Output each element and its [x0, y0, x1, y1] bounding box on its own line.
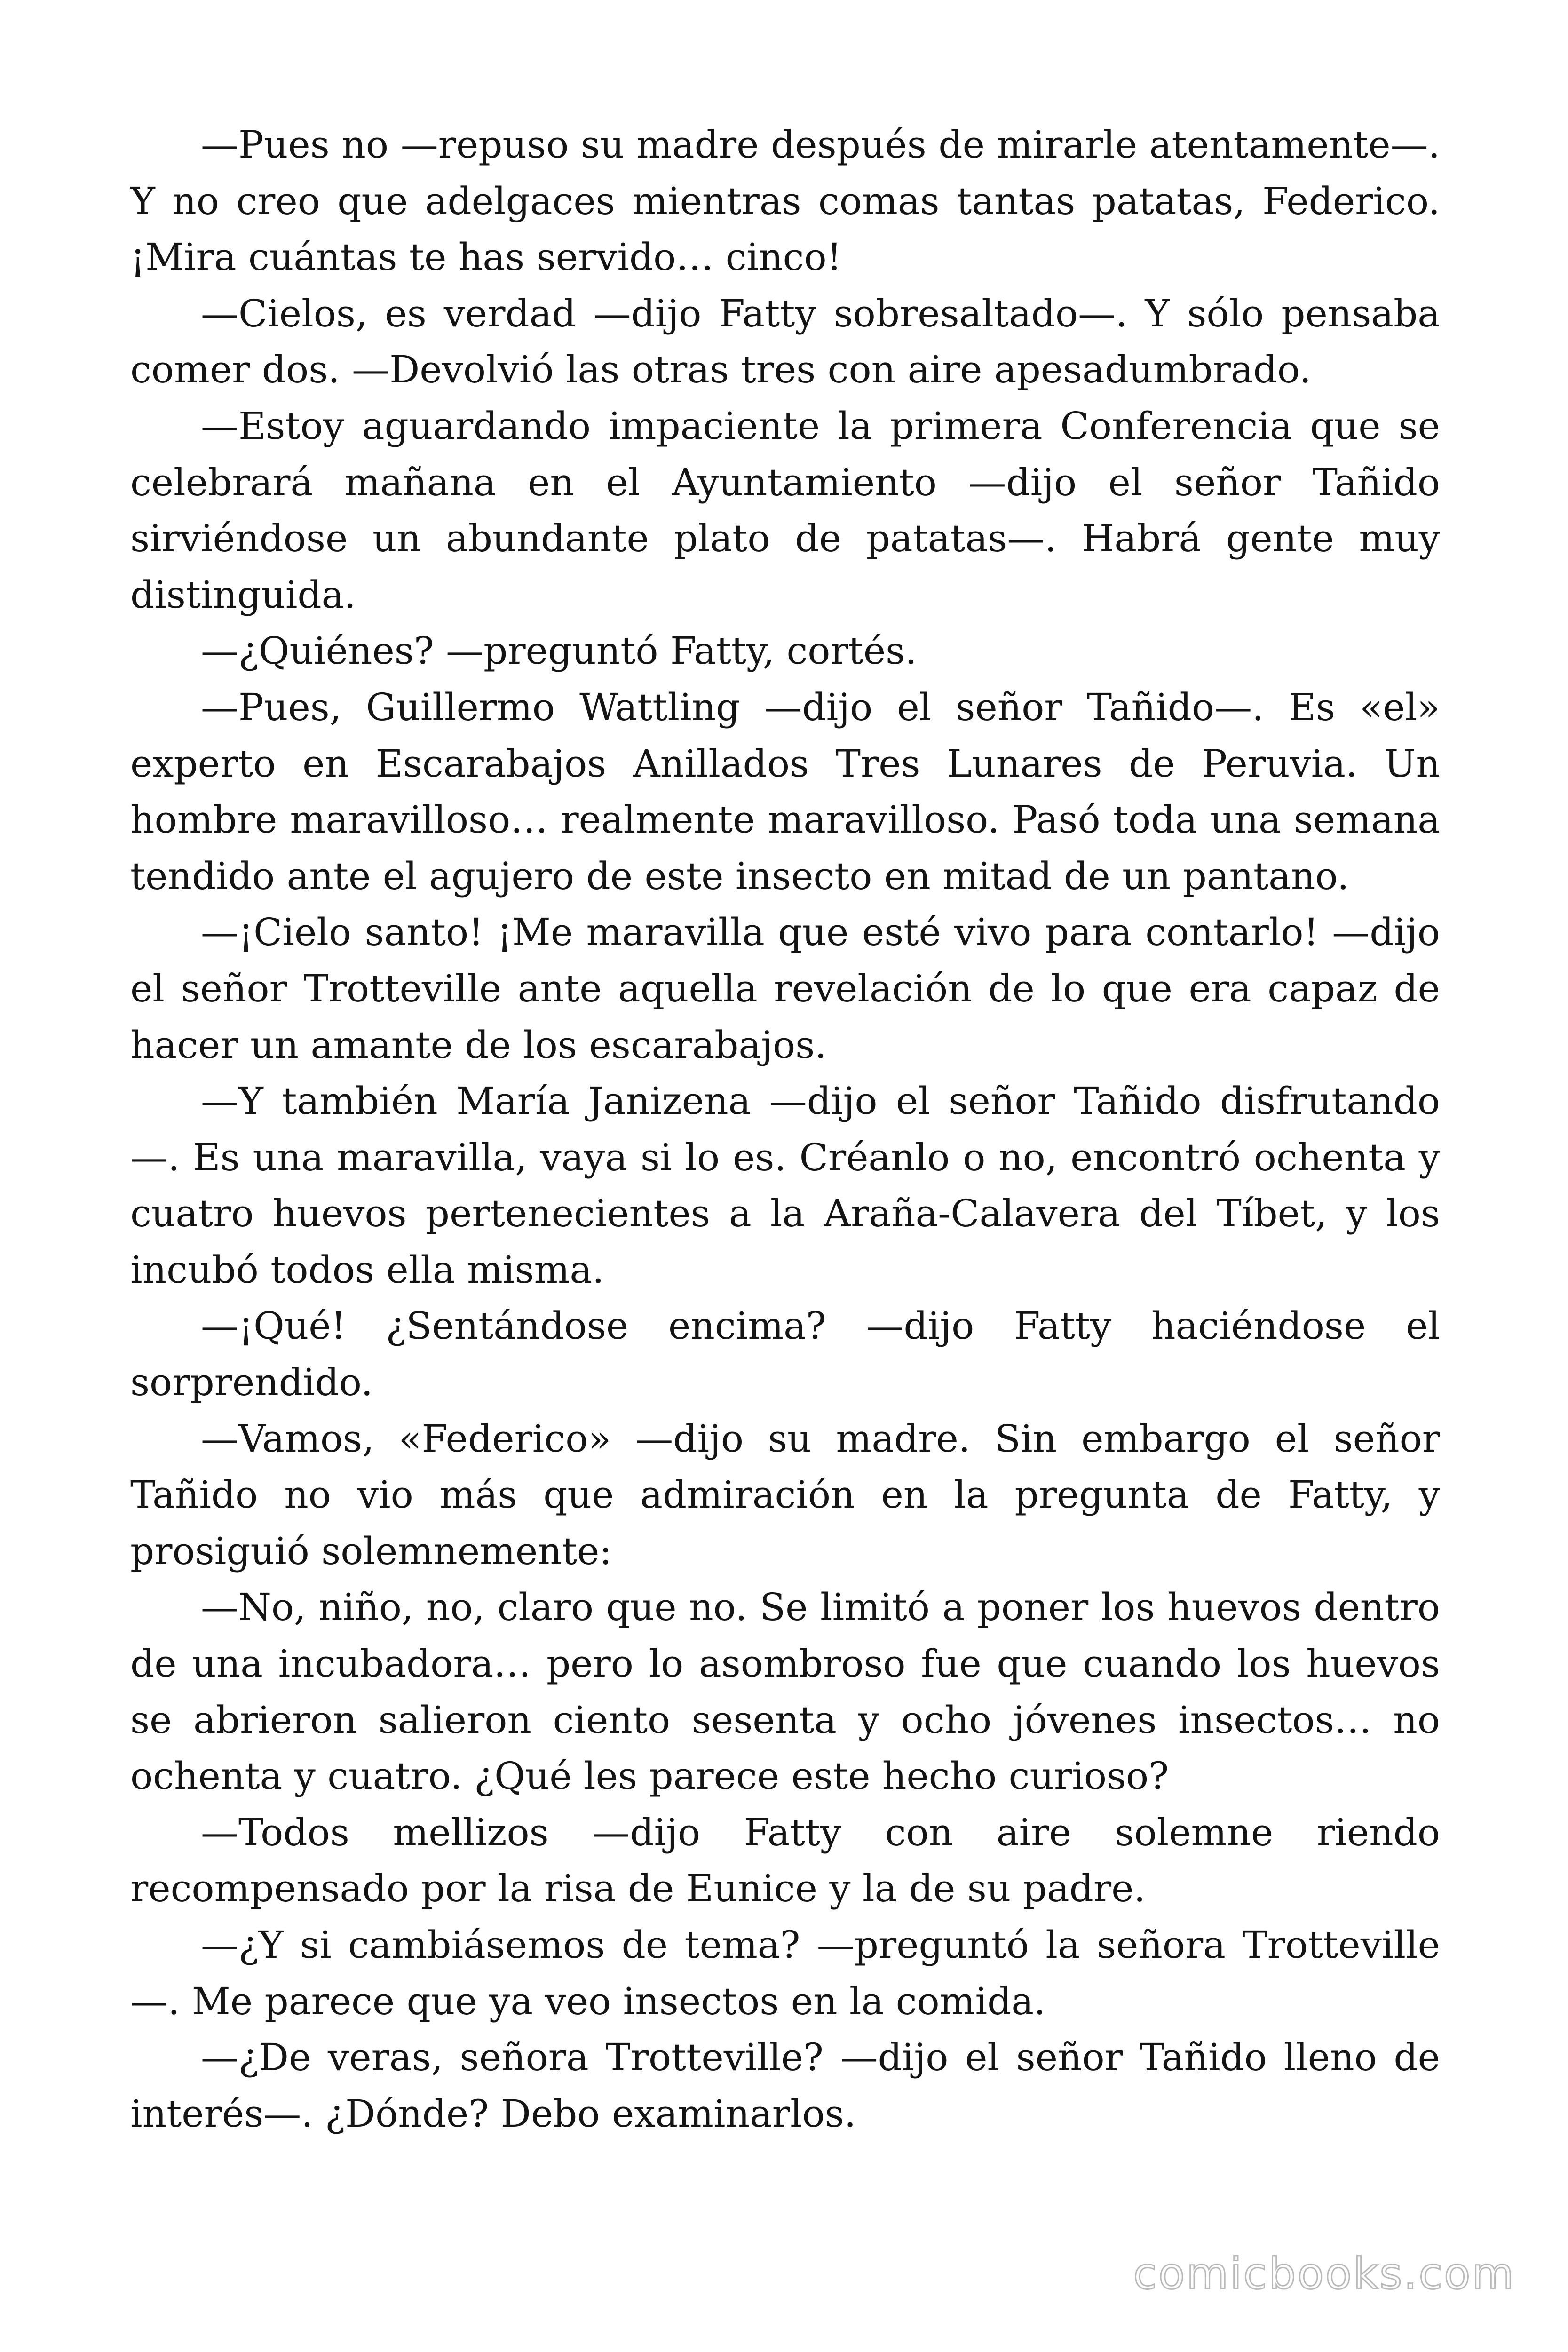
watermark: comicbooks.com — [1133, 2249, 1515, 2299]
paragraph: —¡Qué! ¿Sentándose encima? —dijo Fatty haciéndose el sorprendido. — [130, 1304, 1440, 1405]
paragraph: —¿Y si cambiásemos de tema? —preguntó la señora Trotteville —. Me parece que ya veo insectos en la comida. — [130, 1923, 1440, 2023]
paragraph: —Cielos, es verdad —dijo Fatty sobresaltado—. Y sólo pensaba comer dos. —Devolvió las otras tres con aire apesadumbrado. — [130, 291, 1440, 392]
paragraph: —Estoy aguardando impaciente la primera Conferencia que se celebrará mañana en el Ayuntamiento —dijo el señor Tañido sirviéndose un abundante plato de patatas—. Habrá gente muy distinguida. — [130, 404, 1440, 617]
paragraph: —¿De veras, señora Trotteville? —dijo el señor Tañido lleno de interés—. ¿Dónde? Debo examinarlos. — [130, 2035, 1440, 2136]
paragraph: —Vamos, «Federico» —dijo su madre. Sin embargo el señor Tañido no vio más que admiración en la pregunta de Fatty, y prosiguió solemnemente: — [130, 1416, 1440, 1573]
paragraph: —No, niño, no, claro que no. Se limitó a poner los huevos dentro de una incubadora… pero lo asombroso fue que cuando los huevos se abrieron salieron ciento sesenta y ocho jóvenes insectos… no ochenta y cuatro. ¿Qué les parece este hecho curioso? — [130, 1585, 1440, 1798]
paragraph: —Y también María Janizena —dijo el señor Tañido disfrutando —. Es una maravilla, vaya si lo es. Créanlo o no, encontró ochenta y cuatro huevos pertenecientes a la Araña-Calavera del Tíbet, y los incubó todos ella misma. — [130, 1079, 1440, 1292]
page-body — [130, 117, 1440, 2142]
paragraph: —¡Cielo santo! ¡Me maravilla que esté vivo para contarlo! —dijo el señor Trotteville ante aquella revelación de lo que era capaz de hacer un amante de los escarabajos. — [130, 910, 1440, 1067]
paragraph: —¿Quiénes? —preguntó Fatty, cortés. — [201, 629, 917, 673]
paragraph: —Pues no —repuso su madre después de mirarle atentamente—. Y no creo que adelgaces mientras comas tantas patatas, Federico. ¡Mira cuántas te has servido… cinco! — [130, 123, 1440, 279]
paragraph: —Pues, Guillermo Wattling —dijo el señor Tañido—. Es «el» experto en Escarabajos Anillados Tres Lunares de Peruvia. Un hombre maravilloso… realmente maravilloso. Pasó toda una semana tendido ante el agujero de este insecto en mitad de un pantano. — [130, 685, 1440, 898]
paragraph: —Todos mellizos —dijo Fatty con aire solemne riendo recompensado por la risa de Eunice y la de su padre. — [130, 1810, 1440, 1911]
